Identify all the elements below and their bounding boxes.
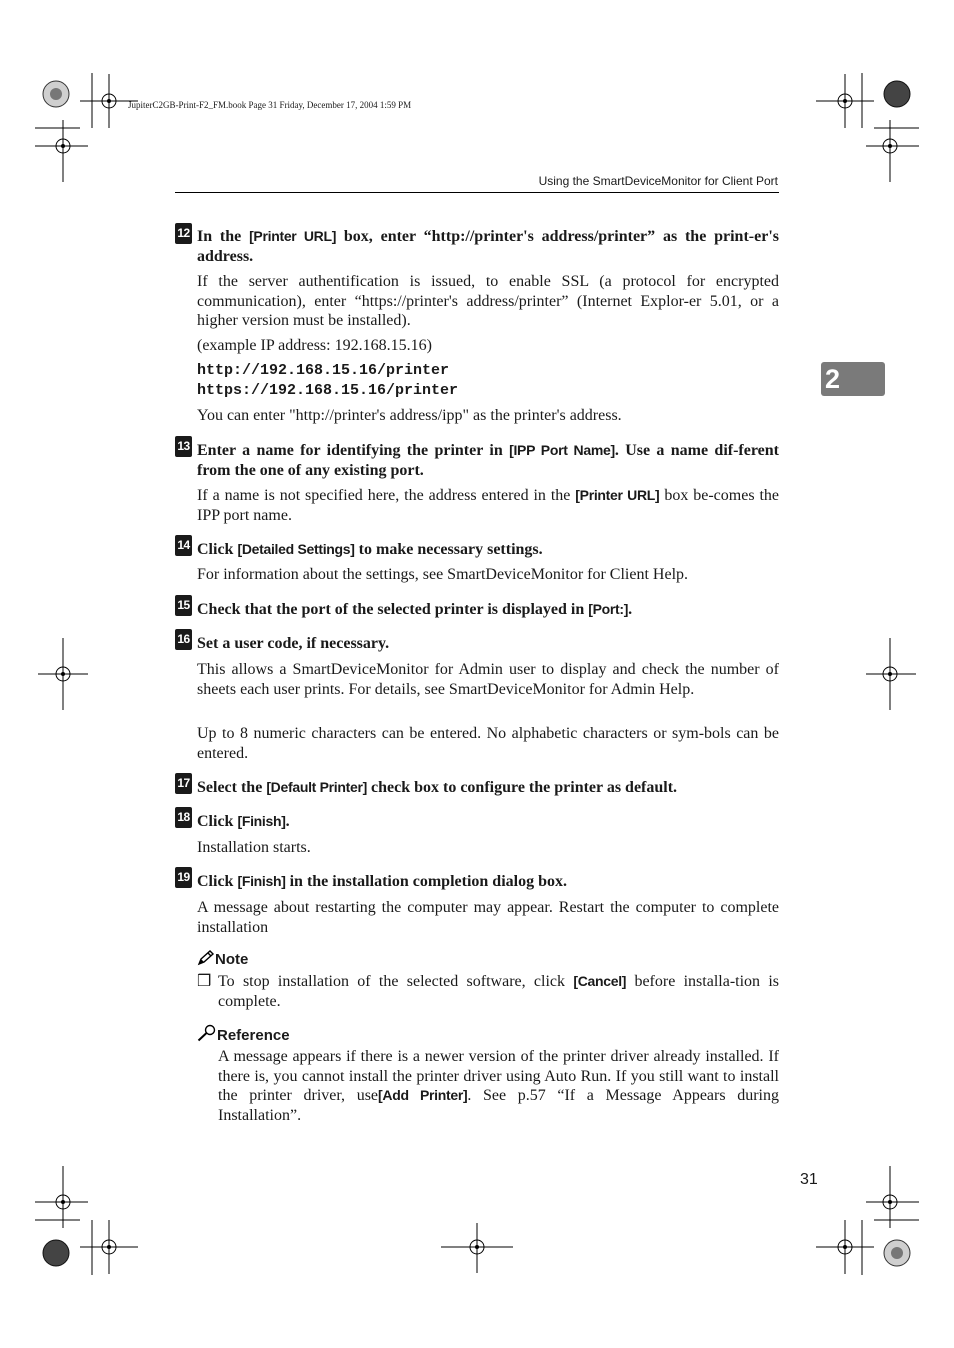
- step-instruction: Select the [Default Printer] check box to configure the printer as default.: [197, 779, 678, 796]
- step-number: 16: [175, 629, 192, 650]
- step-number: 13: [175, 436, 192, 457]
- step-paragraph: You can enter "http://printer's address/ipp" as the printer's address.: [197, 407, 622, 424]
- step-instruction: In the [Printer URL] box, enter “http://printer's address/printer” as the print-er's address.: [197, 228, 779, 265]
- ui-label: [Printer URL]: [249, 228, 337, 244]
- code-line: http://192.168.15.16/printer: [197, 362, 450, 379]
- code-line: https://192.168.15.16/printer: [197, 382, 459, 399]
- reference-heading: Reference: [197, 1024, 290, 1044]
- step-number: 15: [175, 595, 192, 616]
- page-number: 31: [800, 1171, 818, 1188]
- ui-label: [Printer URL]: [575, 487, 660, 503]
- step-number: 12: [175, 223, 192, 244]
- step-instruction: Set a user code, if necessary.: [197, 635, 390, 652]
- chapter-tab: 2: [821, 362, 885, 396]
- step-paragraph: This allows a SmartDeviceMonitor for Admin user to display and check the number of sheets each user prints. For details, see SmartDeviceMonitor for Admin Help.: [197, 661, 779, 698]
- step-paragraph: If the server authentification is issued, to enable SSL (a protocol for encrypted communication), enter “https://printer's address/printer” (Internet Explor-er 5.01, or a higher version must be installed).: [197, 273, 779, 329]
- step-number: 18: [175, 807, 192, 828]
- step-instruction: Click [Detailed Settings] to make necessary settings.: [197, 541, 543, 558]
- note-checkbox-glyph: ❒: [197, 973, 212, 990]
- magnifier-icon: [197, 1024, 217, 1042]
- ui-label: [IPP Port Name]: [509, 442, 615, 458]
- step-paragraph: Installation starts.: [197, 839, 311, 856]
- ui-label: [Cancel]: [573, 973, 627, 989]
- step-instruction: Click [Finish].: [197, 813, 290, 830]
- step-instruction: Enter a name for identifying the printer in [IPP Port Name]. Use a name dif-ferent from the one of any existing port.: [197, 442, 780, 479]
- step-instruction: Check that the port of the selected printer is displayed in [Port:].: [197, 601, 633, 618]
- ui-label: [Add Printer]: [378, 1087, 468, 1103]
- step-number: 17: [175, 773, 192, 794]
- running-header: Using the SmartDeviceMonitor for Client Port: [538, 174, 778, 188]
- step-instruction: Click [Finish] in the installation completion dialog box.: [197, 873, 567, 890]
- ui-label: [Finish]: [237, 813, 286, 829]
- pencil-icon: [197, 950, 215, 966]
- step-paragraph: For information about the settings, see SmartDeviceMonitor for Client Help.: [197, 566, 689, 583]
- ui-label: [Finish]: [237, 873, 286, 889]
- step-number: 14: [175, 535, 192, 556]
- step-paragraph: Up to 8 numeric characters can be entered. No alphabetic characters or sym-bols can be entered.: [197, 725, 779, 762]
- step-paragraph: A message about restarting the computer may appear. Restart the computer to complete installation: [197, 899, 779, 936]
- ui-label: [Detailed Settings]: [237, 541, 355, 557]
- note-item: To stop installation of the selected software, click [Cancel] before installa-tion is complete.: [218, 973, 779, 1010]
- header-rule: [175, 192, 779, 193]
- ui-label: [Port:]: [588, 601, 629, 617]
- step-paragraph: If a name is not specified here, the address entered in the [Printer URL] box be-comes the IPP port name.: [197, 487, 779, 524]
- reference-text: A message appears if there is a newer version of the printer driver already installed. If there is, you cannot install the printer driver using Auto Run. If you still want to install the printer driver, use[Add Printer]. See p.57 “If a Message Appears during Installation”.: [218, 1048, 779, 1124]
- print-job-info: JupiterC2GB-Print-F2_FM.book Page 31 Friday, December 17, 2004 1:59 PM: [128, 100, 412, 110]
- ui-label: [Default Printer]: [266, 779, 367, 795]
- step-paragraph: (example IP address: 192.168.15.16): [197, 337, 432, 354]
- note-heading: Note: [197, 950, 248, 968]
- step-number: 19: [175, 867, 192, 888]
